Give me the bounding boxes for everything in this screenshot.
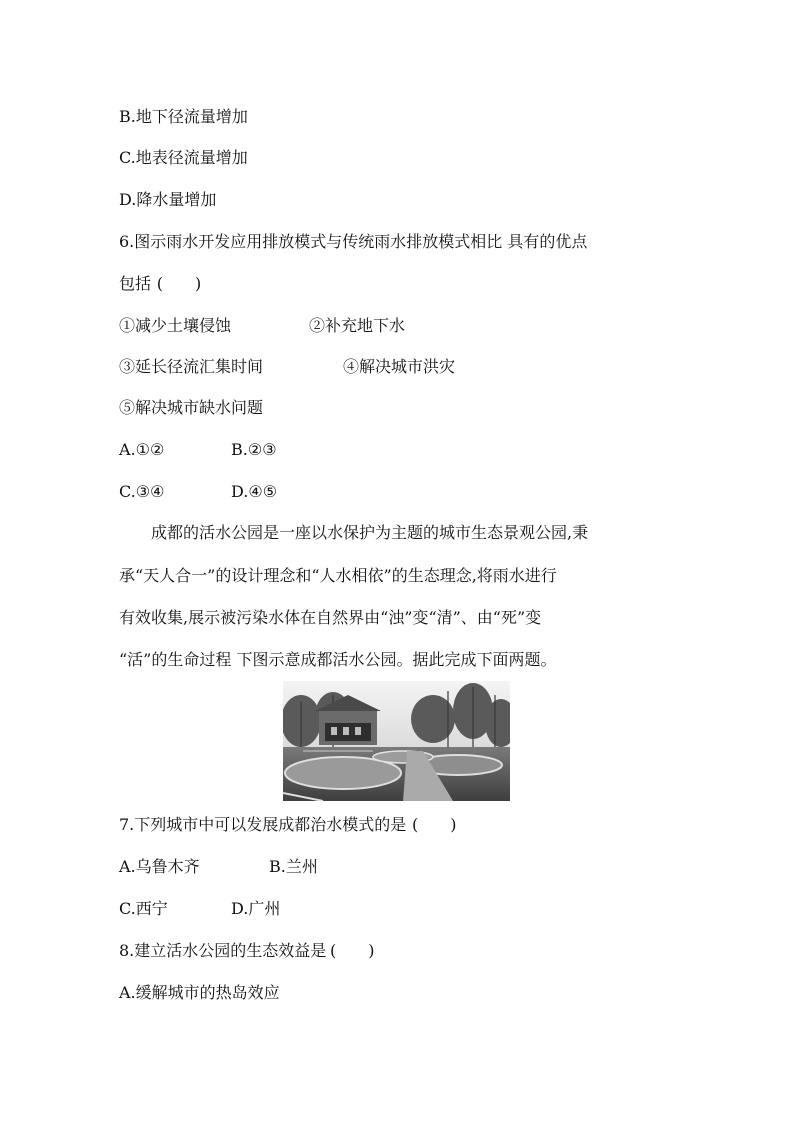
- statement-4: ④解决城市洪灾: [343, 357, 456, 376]
- question-8-stem-text: 8.建立活水公园的生态效益是: [119, 941, 327, 960]
- passage-line-4: “活”的生命过程 下图示意成都活水公园。据此完成下面两题。: [119, 650, 557, 669]
- question-6-options-row-2: [119, 481, 277, 503]
- statement-5: ⑤解决城市缺水问题: [119, 398, 264, 417]
- question-6-stem-line-1: 6.图示雨水开发应用排放模式与传统雨水排放模式相比 具有的优点: [119, 232, 588, 251]
- question-7-stem: [119, 814, 462, 836]
- statement-2: ②补充地下水: [309, 316, 406, 335]
- question-6-statements-row-2: [119, 356, 455, 378]
- question-7-option-c: C.西宁: [119, 899, 168, 918]
- question-5-option-d: D.降水量增加: [119, 190, 217, 209]
- question-5-option-c: C.地表径流量增加: [119, 148, 248, 167]
- question-6-option-d: D.④⑤: [231, 482, 278, 501]
- question-6-answer-blank: ( ): [156, 274, 202, 293]
- question-6-option-c: C.③④: [119, 482, 165, 501]
- statement-3: ③延长径流汇集时间: [119, 357, 264, 376]
- question-6-option-b: B.②③: [231, 440, 277, 459]
- park-photo-illustration: [283, 681, 510, 801]
- question-6-statements-row-1: [119, 315, 405, 337]
- question-7-option-d: D.广州: [231, 899, 281, 918]
- question-8-stem: [119, 940, 378, 962]
- question-7-answer-blank: ( ): [412, 815, 457, 834]
- question-6-stem-line-2: [119, 273, 207, 295]
- question-6-stem-text: 包括: [119, 274, 152, 293]
- question-6-option-a: A.①②: [119, 440, 165, 459]
- park-photo: [283, 681, 510, 801]
- question-8-option-a: A.缓解城市的热岛效应: [119, 983, 280, 1002]
- passage-line-2: 承“天人合一”的设计理念和“人水相依”的生态理念,将雨水进行: [119, 566, 557, 585]
- question-6-options-row-1: [119, 439, 277, 461]
- passage-line-3: 有效收集,展示被污染水体在自然界由“浊”变“清”、由“死”变: [119, 608, 542, 627]
- question-8-answer-blank: ( ): [330, 941, 375, 960]
- passage-line-1: 成都的活水公园是一座以水保护为主题的城市生态景观公园,秉: [151, 523, 589, 542]
- question-7-option-a: A.乌鲁木齐: [119, 857, 200, 876]
- question-7-stem-text: 7.下列城市中可以发展成都治水模式的是: [119, 815, 407, 834]
- question-7-options-row-1: [119, 856, 318, 878]
- question-7-options-row-2: [119, 898, 280, 920]
- question-7-option-b: B.兰州: [269, 857, 318, 876]
- question-5-option-b: B.地下径流量增加: [119, 107, 248, 126]
- statement-1: ①减少土壤侵蚀: [119, 316, 232, 335]
